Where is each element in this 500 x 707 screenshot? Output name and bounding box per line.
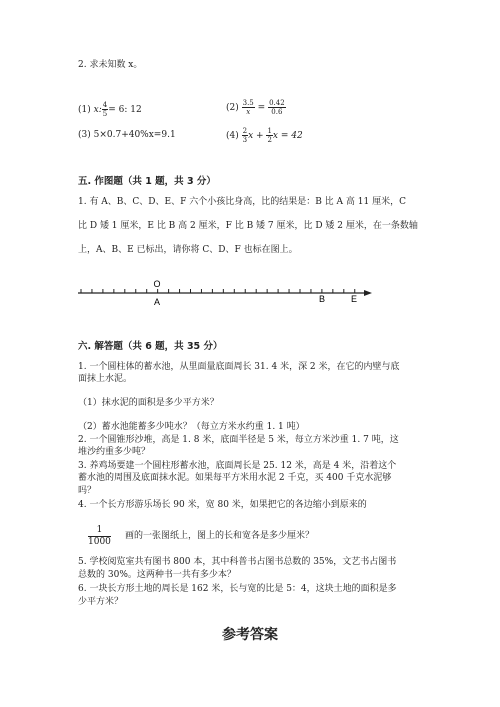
equation-3: (3) 5×0.7+40%x=9.1 bbox=[78, 130, 176, 140]
s5-line-3: 上，A、B、E 已标出，请你将 C、D、F 也标在图上。 bbox=[78, 245, 298, 255]
s6-line-5: 2. 一个圆锥形沙堆，高是 1. 8 米，底面半径是 5 米，每立方米沙重 1. 7 吨，这 bbox=[78, 435, 399, 445]
s6-line-6: 堆沙约重多少吨？ bbox=[78, 447, 151, 457]
s6-line-2: 面抹上水泥。 bbox=[78, 374, 133, 384]
s6-line-10: 4. 一个长方形游乐场长 90 米，宽 80 米，如果把它的各边缩小到原来的 bbox=[78, 500, 367, 510]
s5-line-1: 1. 有 A、B、C、D、E、F 六个小孩比身高，比的结果是：B 比 A 高 11 厘米，C bbox=[78, 197, 406, 207]
equation-2: (2) $\frac{3.5}{x}$ = $\frac{0.42}{0.6}$ bbox=[226, 99, 285, 116]
s6-line-9: 吗？ bbox=[78, 486, 97, 496]
point-label-a: A bbox=[153, 297, 161, 307]
origin-label: O bbox=[153, 279, 161, 289]
s6-line-3: （1）抹水泥的面积是多少平方米？ bbox=[78, 398, 219, 408]
section-5-title: 五. 作图题（共 1 题，共 3 分） bbox=[78, 176, 216, 187]
equation-1: (1) x: $\frac{4}{5}$ = 6: 12 bbox=[78, 101, 142, 118]
s6-line-12: 总数的 30%。这两种书一共有多少本？ bbox=[78, 570, 236, 580]
s6-line-11: 5. 学校阅览室共有图书 800 本，其中科普书占图书总数的 35%，文艺书占图书 bbox=[78, 557, 397, 567]
s5-line-2: 比 D 矮 1 厘米，E 比 B 高 2 厘米，F 比 B 矮 7 厘米，比 D 矮 2 厘米，在一条数轴 bbox=[78, 221, 418, 231]
s6-line-4: （2）蓄水池能蓄多少吨水？（每立方米水约重 1. 1 吨） bbox=[78, 422, 305, 432]
s6-line-14: 少平方米？ bbox=[78, 597, 124, 607]
scale-text: 画的一张图纸上，图上的长和宽各是多少厘米？ bbox=[125, 531, 315, 541]
q2-heading: 2. 求未知数 x。 bbox=[78, 60, 143, 70]
s6-line-8: 蓄水池的周围及底面抹水泥。如果每平方米用水泥 2 千克，买 400 千克水泥够 bbox=[78, 473, 392, 483]
point-label-e: E bbox=[350, 294, 358, 304]
equation-4: (4) $\frac{2}{3}$ x + $\frac{1}{2}$ x = 42 bbox=[226, 127, 303, 144]
s6-line-7: 3. 养鸡场要建一个圆柱形蓄水池，底面周长是 25. 12 米，高是 4 米，沿着这个 bbox=[78, 461, 397, 471]
s6-line-13: 6. 一块长方形土地的周长是 162 米，长与宽的比是 5：4，这块土地的面积是多 bbox=[78, 584, 397, 594]
answer-title: 参考答案 bbox=[222, 627, 278, 643]
point-label-b: B bbox=[318, 294, 326, 304]
section-6-title: 六. 解答题（共 6 题，共 35 分） bbox=[78, 341, 223, 352]
s6-line-1: 1. 一个圆柱体的蓄水池，从里面量底面周长 31. 4 米，深 2 米，在它的内壁与底 bbox=[78, 362, 400, 372]
scale-fraction: $\frac{1}{1000}$ bbox=[88, 525, 111, 547]
